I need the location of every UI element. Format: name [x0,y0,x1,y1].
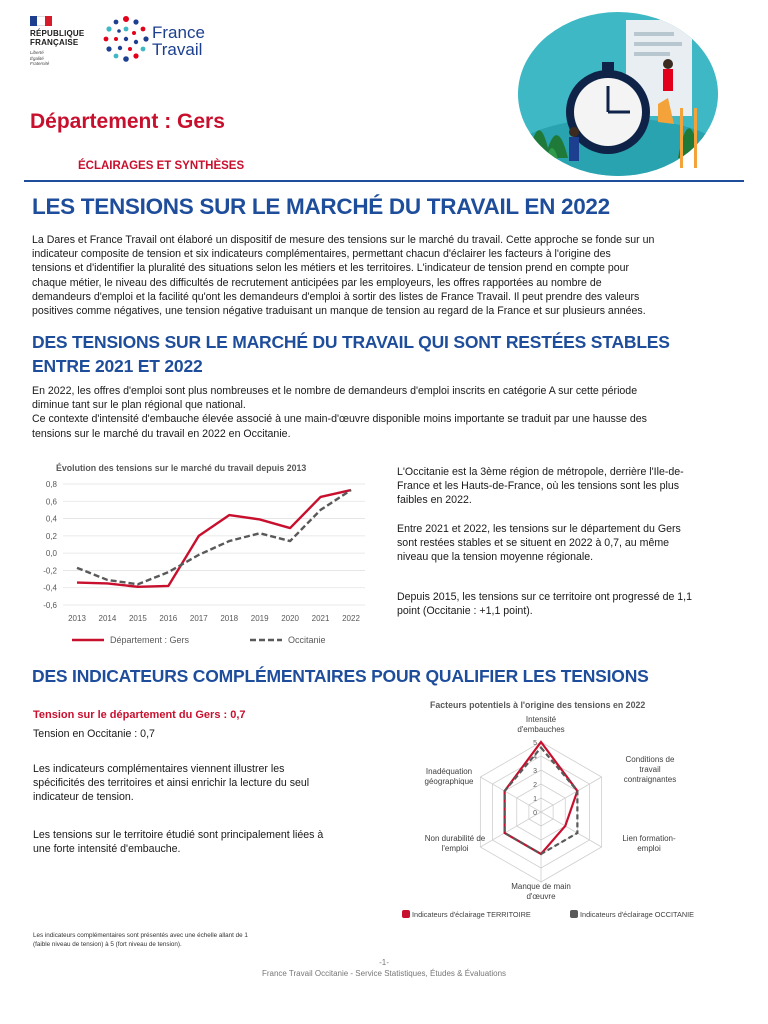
y-tick-label: 0,6 [45,497,57,507]
y-tick-label: 0,4 [45,514,57,524]
radar-axis-label: Lien formation-emploi [622,834,676,853]
footnote: Les indicateurs complémentaires sont présentés avec une échelle allant de 1 (faible niveau de tension) à 5 (fort niveau de tension). [33,932,248,948]
clock-and-people-illustration [508,8,720,178]
tension-department: Tension sur le département du Gers : 0,7 [33,709,246,721]
x-tick-label: 2013 [68,614,86,623]
radar-chart [390,710,730,932]
section1-side-paragraph-3: Depuis 2015, les tensions sur ce territoire ont progressé de 1,1 point (Occitanie : +1,1 point). [397,591,693,618]
footer-text: France Travail Occitanie - Service Statistiques, Études & Évaluations [261,969,507,978]
rf-motto: Liberté Égalité Fraternité [30,50,50,66]
x-tick-label: 2020 [281,614,300,623]
radar-tick-label: 4 [533,754,537,761]
y-tick-label: 0,0 [45,549,57,559]
section1-side-paragraph-1: L'Occitanie est la 3ème région de métropole, derrière l'Ile-de- France et les Hauts-de-France, où les tensions sont les plus faibles en 2022. [397,466,684,507]
radar-tick-label: 5 [533,740,537,747]
department-title: Département : Gers [30,110,225,133]
intro-paragraph: La Dares et France Travail ont élaboré un dispositif de mesure des tensions sur le marché du travail. Cette approche se fonde sur un indicateur composite de tension et six indicateurs complémentaires, permettant chacun d'éclairer les facteurs à l'origine des tensions et d'identifier la pluralité des situations selon les métiers et les territoires. L'indicateur de tension prend en compte pour chaque métier, le niveau des difficultés de recrutement anticipées par les employeurs, les offres rapportées au nombre de demandeurs d'emploi et la facilité qu'ont les demandeurs d'emploi à sortir des listes de France Travail. Il peut prendre des valeurs positives comme négatives, une tension négative traduisant un manque de tension au regard de la France et sur plusieurs années. [32,234,655,318]
y-tick-label: 0,8 [45,480,57,489]
page-number: -1- [379,958,389,967]
x-tick-label: 2021 [311,614,330,623]
legend-label: Occitanie [288,635,326,645]
legend-swatch [570,910,578,918]
radar-tick-label: 3 [533,768,537,775]
section2-title: DES INDICATEURS COMPLÉMENTAIRES POUR QUALIFIER LES TENSIONS [32,666,649,686]
legend-label: Département : Gers [110,635,190,645]
x-tick-label: 2016 [159,614,178,623]
french-flag-icon [30,16,52,26]
radar-tick-label: 1 [533,796,537,803]
rf-line-2: FRANÇAISE [30,38,79,47]
france-travail-dots-icon [102,15,150,63]
radar-spoke [541,812,602,847]
legend-swatch [402,910,410,918]
x-tick-label: 2015 [128,614,147,623]
page-title: LES TENSIONS SUR LE MARCHÉ DU TRAVAIL EN 2022 [32,194,610,219]
radar-spoke [480,812,541,847]
legend-label: Indicateurs d'éclairage OCCITANIE [580,910,694,919]
line-chart-title: Évolution des tensions sur le marché du travail depuis 2013 [56,463,307,473]
y-tick-label: -0,2 [43,566,57,576]
france-travail-logo-text: France Travail [152,23,205,59]
line-chart [30,472,375,652]
x-tick-label: 2014 [98,614,117,623]
x-tick-label: 2022 [342,614,360,623]
republique-francaise-logo [30,16,90,67]
x-tick-label: 2019 [250,614,269,623]
legend-label: Indicateurs d'éclairage TERRITOIRE [412,910,531,919]
radar-axis-label: Conditions de travail contraignantes [623,755,677,784]
section1-title: DES TENSIONS SUR LE MARCHÉ DU TRAVAIL QUI SONT RESTÉES STABLES ENTRE 2021 ET 2022 [32,332,670,376]
x-tick-label: 2018 [220,614,239,623]
radar-axis-label: Manque de main d'œuvre [511,882,571,901]
section2-paragraph-1: Les indicateurs complémentaires viennent illustrer les spécificités des territoires et ainsi enrichir la lecture du seul indicateur de tension. [33,763,310,804]
y-tick-label: -0,4 [43,583,57,593]
section1-paragraph: En 2022, les offres d'emploi sont plus nombreuses et le nombre de demandeurs d'emploi inscrits en catégorie A sur cette période diminue tant sur le plan régional que national. Ce contexte d'intensité d'embauche élevée associé à une main-d'œuvre disponible moins importante se traduit par une hausse des tensions sur le marché du travail en 2022 en Occitanie. [32,385,647,440]
section-tag: ÉCLAIRAGES ET SYNTHÈSES [78,160,245,172]
rf-line-1: RÉPUBLIQUE [30,29,85,38]
y-tick-label: -0,6 [43,601,57,610]
radar-axis-label: Inadéquation géographique [424,767,474,786]
tension-region: Tension en Occitanie : 0,7 [33,728,155,740]
section1-side-paragraph-2: Entre 2021 et 2022, les tensions sur le département du Gers sont restées stables et se situent en 2022 à 0,7, au même niveau que la tension moyenne régionale. [397,523,681,564]
radar-axis-label: Intensité d'embauches [517,715,565,734]
radar-axis-label: Non durabilité de l'emploi [424,834,486,853]
radar-chart-title: Facteurs potentiels à l'origine des tensions en 2022 [430,700,646,710]
radar-tick-label: 0 [533,810,537,817]
x-tick-label: 2017 [189,614,208,623]
y-tick-label: 0,2 [45,531,57,541]
section2-paragraph-2: Les tensions sur le territoire étudié sont principalement liées à une forte intensité d'embauche. [33,829,324,856]
series-line-gers [77,490,351,587]
header-divider [24,180,744,182]
radar-tick-label: 2 [533,782,537,789]
